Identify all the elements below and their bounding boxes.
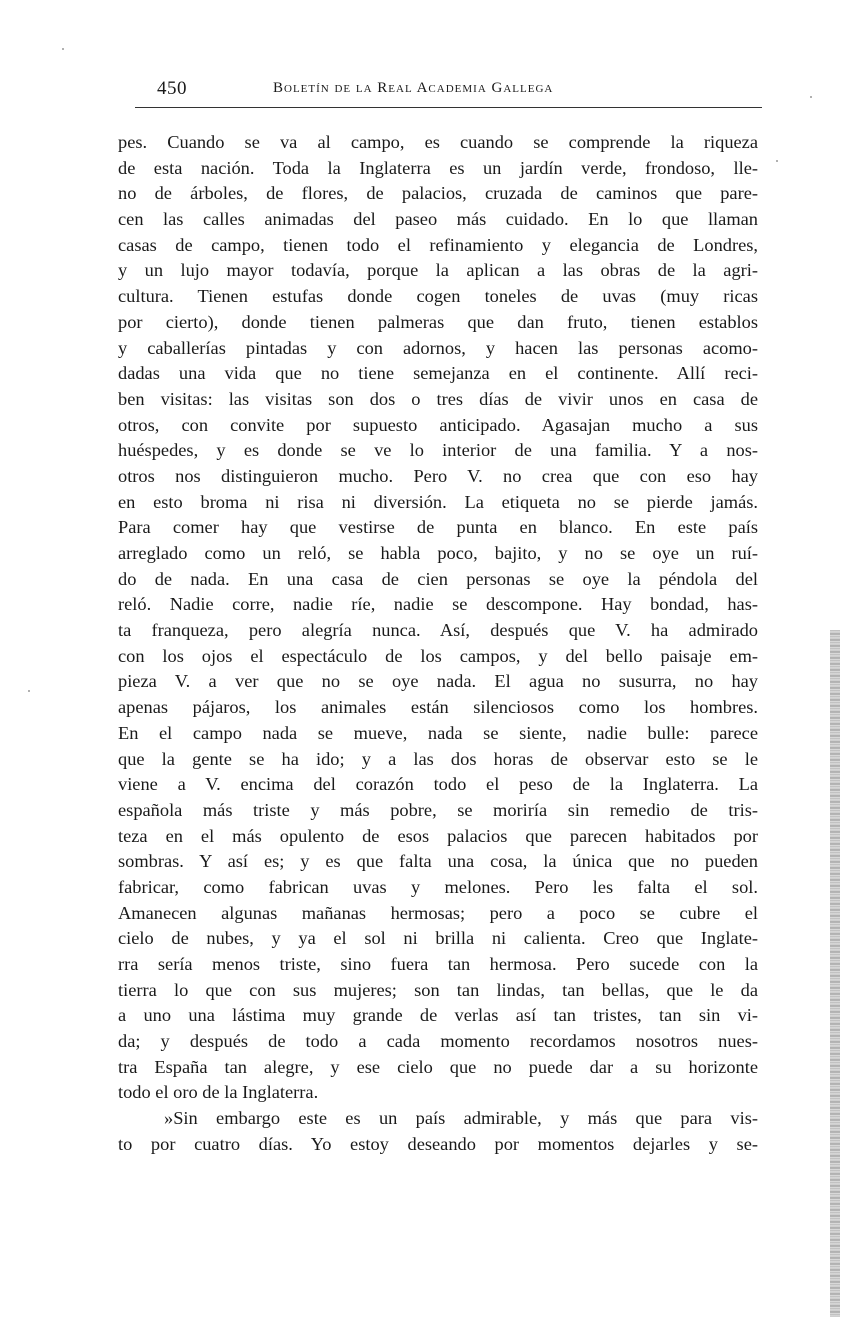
body-text: [118, 130, 758, 1158]
text-line: cultura. Tienen estufas donde cogen toneles de uvas (muy ricas: [118, 286, 758, 307]
text-line: rra sería menos triste, sino fuera tan hermosa. Pero sucede con la: [118, 954, 758, 974]
scan-speck: [810, 96, 812, 98]
text-line: española más triste y más pobre, se moriría sin remedio de tris-: [118, 799, 758, 820]
text-line: do de nada. En una casa de cien personas se oye la péndola del: [118, 568, 758, 589]
running-title: Boletín de la Real Academia Gallega: [273, 80, 554, 96]
text-line: y un lujo mayor todavía, porque la aplican a las obras de la agri-: [118, 260, 758, 281]
text-line: a uno una lástima muy grande de verlas así tan tristes, tan sin vi-: [118, 1005, 758, 1026]
text-line: de esta nación. Toda la Inglaterra es un jardín verde, frondoso, lle-: [118, 157, 758, 178]
scan-speck: [776, 160, 778, 162]
text-line: arreglado como un reló, se habla poco, bajito, y no se oye un ruí-: [118, 543, 758, 563]
scan-speck: [62, 48, 64, 50]
text-line: teza en el más opulento de esos palacios que parecen habitados por: [118, 825, 758, 846]
page-header: [135, 78, 762, 104]
text-line: dadas una vida que no tiene semejanza en el continente. Allí reci-: [118, 363, 758, 384]
text-line: reló. Nadie corre, nadie ríe, nadie se descompone. Hay bondad, has-: [118, 594, 758, 615]
text-line: viene a V. encima del corazón todo el peso de la Inglaterra. La: [118, 774, 758, 795]
text-line: apenas pájaros, los animales están silenciosos como los hombres.: [118, 697, 758, 718]
page-number: 450: [157, 78, 187, 99]
text-line: Amanecen algunas mañanas hermosas; pero a poco se cubre el: [118, 902, 758, 923]
text-line: Para comer hay que vestirse de punta en blanco. En este país: [118, 517, 758, 538]
text-line: todo el oro de la Inglaterra.: [118, 1082, 319, 1103]
text-line: con los ojos el espectáculo de los campos, y del bello paisaje em-: [118, 645, 758, 666]
text-line: »Sin embargo este es un país admirable, y más que para vis-: [164, 1108, 758, 1129]
header-rule: [135, 107, 762, 108]
text-line: en esto broma ni risa ni diversión. La etiqueta no se pierde jamás.: [118, 491, 758, 512]
text-line: casas de campo, tienen todo el refinamiento y elegancia de Londres,: [118, 234, 758, 255]
text-line: fabricar, como fabrican uvas y melones. Pero les falta el sol.: [118, 876, 758, 897]
text-line: huéspedes, y es donde se ve lo interior de una familia. Y a nos-: [118, 440, 758, 461]
text-line: to por cuatro días. Yo estoy deseando por momentos dejarles y se-: [118, 1133, 758, 1154]
text-line: sombras. Y así es; y es que falta una cosa, la única que no pueden: [118, 851, 758, 872]
text-line: no de árboles, de flores, de palacios, cruzada de caminos que pare-: [118, 183, 758, 204]
scan-speck: [28, 690, 30, 692]
text-line: y caballerías pintadas y con adornos, y hacen las personas acomo-: [118, 337, 758, 358]
text-line: que la gente se ha ido; y a las dos horas de observar esto se le: [118, 748, 758, 769]
text-line: cielo de nubes, y ya el sol ni brilla ni calienta. Creo que Inglate-: [118, 928, 758, 949]
scan-edge-artifact: [830, 630, 840, 1317]
text-line: pieza V. a ver que no se oye nada. El agua no susurra, no hay: [118, 671, 758, 692]
text-line: cen las calles animadas del paseo más cuidado. En lo que llaman: [118, 209, 758, 230]
text-line: En el campo nada se mueve, nada se siente, nadie bulle: parece: [118, 722, 758, 743]
text-line: tra España tan alegre, y ese cielo que no puede dar a su horizonte: [118, 1056, 758, 1077]
text-line: ben visitas: las visitas son dos o tres días de vivir unos en casa de: [118, 388, 758, 409]
text-line: por cierto), donde tienen palmeras que dan fruto, tienen establos: [118, 311, 758, 332]
text-line: otros nos distinguieron mucho. Pero V. no crea que con eso hay: [118, 465, 758, 486]
text-line: ta franqueza, pero alegría nunca. Así, después que V. ha admirado: [118, 620, 758, 641]
text-line: pes. Cuando se va al campo, es cuando se comprende la riqueza: [118, 132, 758, 152]
text-line: otros, con convite por supuesto anticipado. Agasajan mucho a sus: [118, 414, 758, 435]
text-line: tierra lo que con sus mujeres; son tan lindas, tan bellas, que le da: [118, 979, 758, 1000]
text-line: da; y después de todo a cada momento recordamos nosotros nues-: [118, 1031, 758, 1052]
